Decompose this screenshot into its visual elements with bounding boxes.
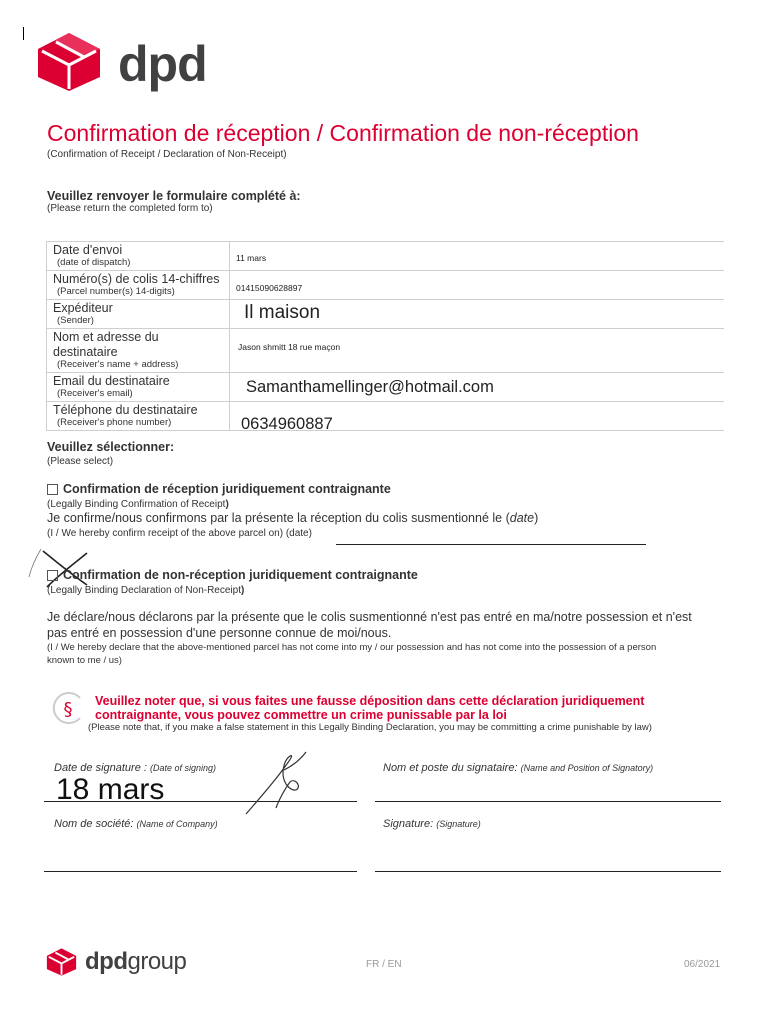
signature-line[interactable] <box>375 871 721 872</box>
value-parcel-number[interactable]: 01415090628897 <box>236 283 303 293</box>
option-nonreceipt-text-en-1: (I / We hereby declare that the above-mentioned parcel has not come into my / our possession and has not come into the possession of a person <box>47 642 657 653</box>
checkbox-receipt[interactable] <box>47 484 58 495</box>
dpd-cube-icon <box>45 945 78 979</box>
warning-line-1: Veuillez noter que, si vous faites une fausse déposition dans cette déclaration juridiquement <box>95 694 645 708</box>
label-receiver-email: Email du destinataire <box>53 374 170 388</box>
option-receipt-text-en: (I / We hereby confirm receipt of the above parcel on) (date) <box>47 528 312 539</box>
paragraph-law-icon <box>50 690 86 726</box>
page-subtitle: (Confirmation of Receipt / Declaration of Non-Receipt) <box>47 149 287 160</box>
row-receiver-phone <box>46 401 724 431</box>
label-sender: Expéditeur <box>53 301 113 315</box>
label-parcel-number: Numéro(s) de colis 14-chiffres <box>53 272 220 286</box>
label-receiver-email-en: (Receiver's email) <box>57 388 133 399</box>
signature-label: Signature: (Signature) <box>383 818 481 830</box>
value-sender[interactable]: Il maison <box>244 302 321 323</box>
option-receipt-title: Confirmation de réception juridiquement contraignante <box>47 482 391 496</box>
label-dispatch-date: Date d'envoi <box>53 243 123 257</box>
option-nonreceipt-text-en-2: known to me / us) <box>47 655 122 666</box>
checkbox-nonreceipt[interactable] <box>47 570 58 581</box>
label-sender-en: (Sender) <box>57 315 94 326</box>
label-receiver-phone: Téléphone du destinataire <box>53 403 198 417</box>
signatory-name-label: Nom et poste du signataire: (Name and Position of Signatory) <box>383 762 654 774</box>
dpdgroup-wordmark: dpdgroup <box>85 948 187 975</box>
option-nonreceipt-text-1: Je déclare/nous déclarons par la présente que le colis susmentionné n'est pas entré en ma/notre possession et n'est <box>47 610 692 624</box>
company-name-line[interactable] <box>44 871 357 872</box>
warning-en: (Please note that, if you make a false statement in this Legally Binding Declaration, you may be committing a crime punishable by law) <box>88 722 652 733</box>
option-receipt-title-en: (Legally Binding Confirmation of Receipt) <box>47 499 229 510</box>
svg-text:§: § <box>63 699 73 720</box>
language-indicator: FR / EN <box>366 959 402 970</box>
signing-date-value[interactable]: 18 mars <box>56 773 165 806</box>
company-name-label: Nom de société: (Name of Company) <box>54 818 218 830</box>
dpd-wordmark: dpd <box>118 36 207 92</box>
form-table <box>46 241 724 431</box>
signatory-name-line[interactable] <box>375 801 721 802</box>
label-receiver-address-2: destinataire <box>53 345 118 359</box>
dpdgroup-logo <box>45 945 205 981</box>
option-nonreceipt-title: Confirmation de non-réception juridiquement contraignante <box>47 568 418 582</box>
row-receiver-address <box>46 328 724 372</box>
label-parcel-number-en: (Parcel number(s) 14-digits) <box>57 286 175 297</box>
return-heading-en: (Please return the completed form to) <box>47 203 213 214</box>
label-receiver-phone-en: (Receiver's phone number) <box>57 417 172 428</box>
select-heading: Veuillez sélectionner: <box>47 440 175 454</box>
dpd-logo <box>34 31 214 93</box>
value-receiver-phone[interactable]: 0634960887 <box>241 415 333 433</box>
dpd-cube-icon <box>34 31 104 93</box>
warning-line-2: contraignante, vous pouvez commettre un crime punissable par la loi <box>95 708 507 722</box>
row-receiver-email <box>46 372 724 401</box>
signing-date-label: Date de signature : (Date of signing) <box>54 762 217 774</box>
receipt-date-line[interactable] <box>336 544 646 545</box>
option-receipt-text: Je confirme/nous confirmons par la présente la réception du colis susmentionné le (date) <box>47 511 539 525</box>
row-sender <box>46 299 724 328</box>
cursor-caret <box>23 27 24 40</box>
value-receiver-email[interactable]: Samanthamellinger@hotmail.com <box>246 378 494 396</box>
row-dispatch-date <box>46 241 724 270</box>
option-nonreceipt-text-2: pas entré en possession d'une personne connue de moi/nous. <box>47 626 392 640</box>
option-nonreceipt-title-en: (Legally Binding Declaration of Non-Receipt) <box>47 585 245 596</box>
value-receiver-address[interactable]: Jason shmitt 18 rue maçon <box>238 342 341 352</box>
page-title: Confirmation de réception / Confirmation de non-réception <box>47 120 639 146</box>
label-receiver-address: Nom et adresse du <box>53 330 159 344</box>
value-dispatch-date[interactable]: 11 mars <box>236 253 267 263</box>
form-version: 06/2021 <box>684 959 721 970</box>
row-parcel-number <box>46 270 724 299</box>
handwritten-signature-icon <box>240 748 320 818</box>
label-receiver-address-en: (Receiver's name + address) <box>57 359 179 370</box>
return-heading: Veuillez renvoyer le formulaire complété à: <box>47 189 301 203</box>
select-heading-en: (Please select) <box>47 456 114 467</box>
label-dispatch-date-en: (date of dispatch) <box>57 257 131 268</box>
